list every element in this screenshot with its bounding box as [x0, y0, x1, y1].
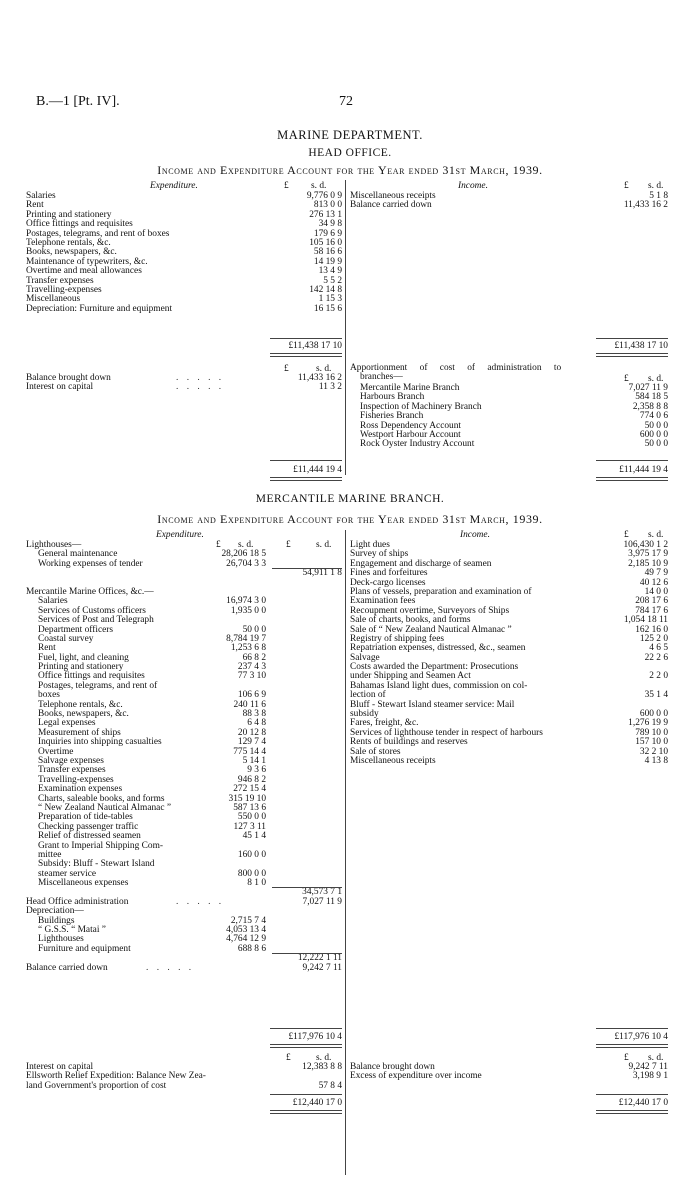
ledger-row	[26, 842, 344, 851]
ledger-row	[350, 1072, 670, 1081]
ledger-amount: 3,975 17 9	[628, 549, 668, 560]
pound-heading: £	[624, 530, 629, 540]
double-rule	[596, 477, 668, 481]
head-office-total-2: £11,444 19 4	[293, 465, 342, 475]
ledger-row	[26, 635, 344, 644]
ledger-amount: 784 17 6	[635, 605, 668, 616]
ledger-item-label: Buildings	[38, 915, 75, 926]
ledger-amount: 240 11 6	[233, 699, 266, 710]
ledger-item-label: Excess of expenditure over income	[350, 1071, 482, 1082]
ledger-item-label: Measurement of ships	[38, 727, 121, 738]
group-heading-label: Depreciation—	[26, 906, 84, 917]
ledger-item-label: Harbours Branch	[360, 392, 425, 403]
ledger-item-label: Rents of buildings and reserves	[350, 737, 468, 748]
ledger-amount: 9 3 6	[247, 765, 266, 776]
ledger-amount: 4 6 5	[649, 643, 668, 654]
ledger-amount: 26,704 3 3	[226, 558, 266, 569]
ledger-item-label: Examination fees	[350, 596, 416, 607]
ledger-row	[360, 440, 670, 449]
ledger-item-label: Rent	[38, 643, 56, 654]
ledger-item-label: Relief of distressed seamen	[38, 831, 141, 842]
mercantile-total: £117,976 10 4	[288, 1032, 342, 1042]
double-rule	[270, 1110, 342, 1114]
ledger-amount: 50 0 0	[644, 420, 668, 431]
ledger-item-label: Lighthouses	[38, 934, 84, 945]
rule	[272, 887, 342, 888]
head-office-total-2: £11,444 19 4	[619, 465, 668, 475]
ledger-amount: 13 4 9	[318, 266, 342, 277]
ledger-amount: 106 6 9	[237, 690, 266, 701]
sd-heading: s. d.	[648, 1053, 664, 1063]
ledger-item-label: Subsidy: Bluff - Stewart Island	[38, 859, 155, 870]
apportionment-line: branches—	[360, 372, 403, 383]
ledger-item-label: Fisheries Branch	[360, 411, 424, 422]
ledger-amount: 8,784 19 7	[226, 633, 266, 644]
ledger-row	[26, 305, 344, 314]
ledger-item-label: Miscellaneous	[26, 294, 81, 305]
sd-heading: s. d.	[648, 181, 664, 191]
office-title: HEAD OFFICE.	[308, 147, 392, 159]
leader-dots: . . . . .	[176, 382, 225, 393]
ledger-amount: 315 19 10	[228, 793, 266, 804]
pound-heading: £	[286, 540, 291, 550]
ledger-item-label: Services of lighthouse tender in respect of harbours	[350, 727, 543, 738]
ledger-amount: 600 0 0	[639, 709, 668, 720]
ledger-amount: 584 18 5	[635, 392, 668, 403]
ledger-amount: 11 3 2	[318, 382, 342, 393]
ledger-amount: 14 19 9	[313, 256, 342, 267]
rule	[270, 460, 342, 461]
ledger-amount: 272 15 4	[233, 784, 266, 795]
double-rule	[596, 353, 668, 357]
ledger-amount: 9,242 7 11	[302, 962, 342, 973]
ledger-item-label: Bluff - Stewart Island steamer service: Mail	[350, 699, 515, 710]
subtotal-amount: 54,911 1 8	[302, 568, 342, 579]
ledger-amount: 789 10 0	[635, 727, 668, 738]
ledger-amount: 5 5 2	[323, 275, 342, 286]
double-rule	[270, 477, 342, 481]
ledger-amount: 208 17 6	[635, 596, 668, 607]
ledger-amount: 157 10 0	[635, 737, 668, 748]
ledger-item-label: Maintenance of typewriters, &c.	[26, 256, 148, 267]
ledger-item-label: subsidy	[350, 709, 379, 720]
rule	[270, 1028, 342, 1029]
ledger-item-label: Fuel, light, and cleaning	[38, 652, 129, 663]
ledger-item-label: Printing and stationery	[38, 662, 124, 673]
ledger-amount: 1,054 18 11	[623, 615, 668, 626]
ledger-amount: 11,433 16 2	[623, 200, 668, 211]
ledger-amount: 129 7 4	[237, 737, 266, 748]
ledger-item-label: Sale of stores	[350, 746, 401, 757]
ledger-amount: 34 9 8	[318, 219, 342, 230]
ledger-item-label: Furniture and equipment	[38, 943, 131, 954]
ledger-amount: 16 15 6	[313, 303, 342, 314]
ledger-row	[26, 383, 344, 392]
head-office-total: £11,438 17 10	[288, 341, 342, 351]
mercantile-total-2: £12,440 17 0	[292, 1098, 342, 1108]
ledger-item-label: Recoupment overtime, Surveyors of Ships	[350, 605, 510, 616]
sd-heading: s. d.	[316, 364, 332, 374]
rule	[270, 1094, 342, 1095]
ledger-item-label: “ G.S.S. “ Matai ”	[38, 925, 106, 936]
ledger-item-label: Overtime and meal allowances	[26, 266, 142, 277]
ledger-item-label: Mercantile Marine Branch	[360, 383, 460, 393]
rule	[596, 1094, 668, 1095]
rule	[270, 338, 342, 339]
ledger-amount: 4 13 8	[644, 755, 668, 766]
ledger-amount: 28,206 18 5	[221, 549, 266, 560]
ledger-item-label: Westport Harbour Account	[360, 429, 461, 440]
ledger-item-label: Legal expenses	[38, 718, 96, 729]
apportionment-list	[360, 384, 670, 450]
ledger-item-label: mittee	[38, 849, 62, 860]
ledger-amount: 587 13 6	[233, 802, 266, 813]
leader-dots: . . . . .	[176, 373, 225, 383]
ledger-row	[350, 757, 670, 766]
ledger-amount: 800 0 0	[237, 868, 266, 879]
pound-heading: £	[624, 374, 629, 384]
ledger-item-label: Miscellaneous expenses	[38, 878, 129, 889]
ledger-item-label: Services of Post and Telegraph	[38, 615, 154, 626]
double-rule	[596, 1110, 668, 1114]
ledger-amount: 7,027 11 9	[302, 896, 342, 907]
ledger-item-label: Balance brought down	[26, 373, 111, 383]
ledger-amount: 179 6 9	[313, 228, 342, 239]
ledger-item-label: Coastal survey	[38, 633, 94, 644]
ledger-item-label: Deck-cargo licenses	[350, 577, 426, 588]
report-reference: B.—1 [Pt. IV].	[36, 94, 120, 109]
ledger-item-label: Inspection of Machinery Branch	[360, 401, 482, 412]
ledger-amount: 11,433 16 2	[297, 373, 342, 383]
rule	[272, 953, 342, 954]
ledger-item-label: Costs awarded the Department: Prosecutions	[350, 662, 519, 673]
head-office-income	[350, 192, 670, 211]
ledger-amount: 49 7 9	[644, 568, 668, 579]
ledger-amount: 1,253 6 8	[230, 643, 266, 654]
ledger-item-label: Overtime	[38, 746, 74, 757]
ledger-amount: 12,383 8 8	[302, 1062, 342, 1072]
ledger-item-label: Salvage	[350, 652, 380, 663]
ledger-amount: 600 0 0	[639, 429, 668, 440]
group-heading-label: Mercantile Marine Offices, &c.—	[26, 586, 154, 597]
ledger-amount: 32 2 10	[639, 746, 668, 757]
ledger-amount: 162 16 0	[635, 624, 668, 635]
double-rule	[270, 353, 342, 357]
ledger-item-label: Head Office administration	[26, 896, 129, 907]
account-title-2: Income and Expenditure Account for the Year ended 31st March, 1939.	[157, 512, 543, 526]
ledger-amount: 5 14 1	[242, 755, 266, 766]
ledger-amount: 22 2 6	[644, 652, 668, 663]
ledger-item-label: Transfer expenses	[38, 765, 106, 776]
ledger-item-label: Telephone rentals, &c.	[26, 237, 111, 248]
ledger-item-label: Books, newspapers, &c.	[26, 247, 117, 258]
sd-heading: s. d.	[648, 374, 664, 384]
ledger-item-label: Plans of vessels, preparation and examination of	[350, 586, 532, 597]
ledger-item-label: Repatriation expenses, distressed, &c., seamen	[350, 643, 526, 654]
ledger-item-label: Sale of charts, books, and forms	[350, 615, 471, 626]
mercantile-expenditure-2	[26, 1063, 344, 1091]
ledger-item-label: Balance carried down	[26, 962, 108, 973]
ledger-amount: 2 2 0	[649, 671, 668, 682]
ledger-amount: 105 16 0	[309, 237, 342, 248]
ledger-amount: 550 0 0	[237, 812, 266, 823]
ledger-item-label: Working expenses of tender	[38, 558, 143, 569]
ledger-amount: 20 12 8	[237, 727, 266, 738]
ledger-item-label: Grant to Imperial Shipping Com-	[38, 840, 163, 851]
head-office-expenditure-2	[26, 374, 344, 393]
ledger-item-label: Fares, freight, &c.	[350, 718, 419, 729]
mercantile-total-2: £12,440 17 0	[618, 1098, 668, 1108]
ledger-item-label: Postages, telegrams, and rent of	[38, 680, 158, 691]
rule	[596, 460, 668, 461]
ledger-item-label: Salvage expenses	[38, 755, 104, 766]
ledger-item-label: Office fittings and requisites	[26, 219, 133, 230]
ledger-amount: 237 4 3	[237, 662, 266, 673]
sd-heading: s. d.	[316, 1053, 332, 1063]
ledger-item-label: Examination expenses	[38, 784, 123, 795]
leader-dots: . . . . .	[176, 896, 225, 907]
pound-heading: £	[286, 1053, 291, 1063]
ledger-item-label: Transfer expenses	[26, 275, 94, 286]
ledger-item-label: Engagement and discharge of seamen	[350, 558, 492, 569]
ledger-item-label: Bahamas Island light dues, commission on col-	[350, 680, 528, 691]
ledger-item-label: Books, newspapers, &c.	[38, 709, 129, 720]
ledger-amount: 8 1 0	[247, 878, 266, 889]
ledger-amount: 50 0 0	[644, 439, 668, 450]
branch-title: MERCANTILE MARINE BRANCH.	[255, 493, 445, 505]
sd-heading: s. d.	[648, 530, 664, 540]
apportionment-heading	[350, 364, 670, 383]
account-title: Income and Expenditure Account for the Year ended 31st March, 1939.	[157, 163, 543, 177]
ledger-amount: 2,185 10 9	[628, 558, 668, 569]
ledger-item-label: Charts, saleable books, and forms	[38, 793, 165, 804]
ledger-amount: 3,198 9 1	[632, 1071, 668, 1082]
ledger-item-label: Services of Customs officers	[38, 605, 146, 616]
ledger-item-label: Travelling-expenses	[38, 774, 114, 785]
ledger-item-label: land Government's proportion of cost	[26, 1080, 167, 1091]
ledger-amount: 58 16 6	[313, 247, 342, 258]
ledger-amount: 946 8 2	[237, 774, 266, 785]
ledger-amount: 276 13 1	[309, 209, 342, 220]
ledger-amount: 14 0 0	[644, 586, 668, 597]
ledger-amount: 1 15 3	[318, 294, 342, 305]
ledger-item-label: Postages, telegrams, and rent of boxes	[26, 228, 170, 239]
ledger-item-label: Survey of ships	[350, 549, 409, 560]
income-heading: Income.	[460, 530, 490, 540]
pound-heading: £	[216, 540, 221, 550]
mercantile-total: £117,976 10 4	[614, 1032, 668, 1042]
sd-heading: s. d.	[311, 181, 327, 191]
ledger-amount: 106,430 1 2	[623, 540, 668, 550]
ledger-item-label: Interest on capital	[26, 1062, 94, 1072]
ledger-item-label: Interest on capital	[26, 382, 94, 393]
ledger-amount: 2,715 7 4	[230, 915, 266, 926]
mercantile-income-2	[350, 1063, 670, 1082]
income-heading: Income.	[458, 181, 488, 191]
department-title: MARINE DEPARTMENT.	[277, 128, 423, 142]
ledger-item-label: General maintenance	[38, 549, 118, 560]
ledger-item-label: Balance brought down	[350, 1062, 435, 1072]
ledger-row	[26, 964, 344, 973]
ledger-amount: 775 14 4	[233, 746, 266, 757]
expenditure-heading: Expenditure.	[150, 181, 198, 191]
ledger-amount: 142 14 8	[309, 284, 342, 295]
page-number: 72	[339, 94, 353, 109]
ledger-amount: 40 12 6	[639, 577, 668, 588]
ledger-item-label: Miscellaneous receipts	[350, 191, 436, 201]
ledger-row	[350, 701, 670, 710]
ledger-item-label: Ellsworth Relief Expedition: Balance New Zea-	[26, 1071, 206, 1082]
ledger-amount: 688 8 6	[237, 943, 266, 954]
ledger-item-label: Salaries	[26, 191, 56, 201]
pound-heading: £	[284, 364, 289, 374]
ledger-amount: 16,974 3 0	[226, 596, 266, 607]
ledger-amount: 35 1 4	[644, 690, 668, 701]
ledger-item-label: Registry of shipping fees	[350, 633, 444, 644]
ledger-amount: 774 0 6	[639, 411, 668, 422]
ledger-item-label: Printing and stationery	[26, 209, 112, 220]
pound-heading: £	[624, 181, 629, 191]
ledger-item-label: Rock Oyster Industry Account	[360, 439, 475, 450]
head-office-expenditure	[26, 192, 344, 314]
ledger-amount: 1,935 0 0	[230, 605, 266, 616]
ledger-item-label: Telephone rentals, &c.	[38, 699, 123, 710]
ledger-amount: 9,242 7 11	[628, 1062, 668, 1072]
ledger-item-label: “ New Zealand Nautical Almanac ”	[38, 802, 172, 813]
ledger-item-label: Office fittings and requisites	[38, 671, 145, 682]
ledger-item-label: Inquiries into shipping casualties	[38, 737, 162, 748]
subtotal-amount: 34,573 7 1	[302, 887, 342, 898]
mercantile-income	[350, 541, 670, 766]
pound-heading: £	[624, 1053, 629, 1063]
ledger-item-label: Travelling-expenses	[26, 284, 102, 295]
rule	[272, 568, 342, 569]
ledger-amount: 1,276 19 9	[628, 718, 668, 729]
mercantile-expenditure	[26, 541, 344, 973]
ledger-row	[26, 682, 344, 691]
double-rule	[596, 1044, 668, 1048]
expenditure-heading: Expenditure.	[156, 530, 204, 540]
ledger-amount: 88 3 8	[242, 709, 266, 720]
sd-heading: s. d.	[238, 540, 254, 550]
ledger-row	[350, 682, 670, 691]
ledger-amount: 160 0 0	[237, 849, 266, 860]
double-rule	[270, 1044, 342, 1048]
ledger-item-label: Sale of “ New Zealand Nautical Almanac ”	[350, 624, 512, 635]
rule	[596, 1028, 668, 1029]
ledger-item-label: Light dues	[350, 540, 390, 550]
ledger-item-label: Salaries	[38, 596, 68, 607]
ledger-row	[350, 644, 670, 653]
ledger-amount: 45 1 4	[242, 831, 266, 842]
rule	[596, 338, 668, 339]
group-heading	[26, 588, 344, 597]
ledger-item-label: Depreciation: Furniture and equipment	[26, 303, 173, 314]
ledger-row	[26, 738, 344, 747]
ledger-item-label: Checking passenger traffic	[38, 821, 139, 832]
column-divider	[345, 180, 346, 475]
ledger-item-label: Rent	[26, 200, 44, 211]
column-divider	[345, 530, 346, 1175]
ledger-amount: 50 0 0	[242, 624, 266, 635]
ledger-row	[26, 192, 344, 201]
ledger-amount: 5 1 8	[649, 191, 668, 201]
ledger-item-label: Balance carried down	[350, 200, 432, 211]
ledger-amount: 125 2 0	[639, 633, 668, 644]
ledger-item-label: lection of	[350, 690, 386, 701]
ledger-amount: 9,776 0 9	[306, 191, 342, 201]
ledger-amount: 57 8 4	[318, 1080, 342, 1091]
ledger-amount: 77 3 10	[237, 671, 266, 682]
ledger-item-label: boxes	[38, 690, 60, 701]
ledger-item-label: under Shipping and Seamen Act	[350, 671, 471, 682]
apportionment-line: Apportionment of cost of administration to	[350, 363, 562, 373]
ledger-amount: 7,027 11 9	[628, 383, 668, 393]
sd-heading: s. d.	[316, 540, 332, 550]
ledger-amount: 127 3 11	[233, 821, 266, 832]
ledger-amount: 6 4 8	[247, 718, 266, 729]
ledger-row	[350, 201, 670, 210]
ledger-item-label: Department officers	[38, 624, 114, 635]
ledger-amount: 4,053 13 4	[226, 925, 266, 936]
ledger-amount: 813 0 0	[313, 200, 342, 211]
head-office-total: £11,438 17 10	[614, 341, 668, 351]
ledger-amount: 4,764 12 9	[226, 934, 266, 945]
ledger-amount: 2,358 8 8	[632, 401, 668, 412]
pound-heading: £	[284, 181, 289, 191]
subtotal-amount: 12,222 1 11	[297, 953, 342, 964]
ledger-item-label: Fines and forfeitures	[350, 568, 428, 579]
leader-dots: . . . . .	[146, 962, 195, 973]
ledger-item-label: Ross Dependency Account	[360, 420, 462, 431]
ledger-item-label: Preparation of tide-tables	[38, 812, 133, 823]
ledger-row	[26, 1082, 344, 1091]
group-heading-label: Lighthouses—	[26, 540, 82, 550]
ledger-amount: 66 8 2	[242, 652, 266, 663]
ledger-item-label: Miscellaneous receipts	[350, 755, 436, 766]
subtotal-row	[26, 569, 344, 578]
ledger-item-label: steamer service	[38, 868, 97, 879]
